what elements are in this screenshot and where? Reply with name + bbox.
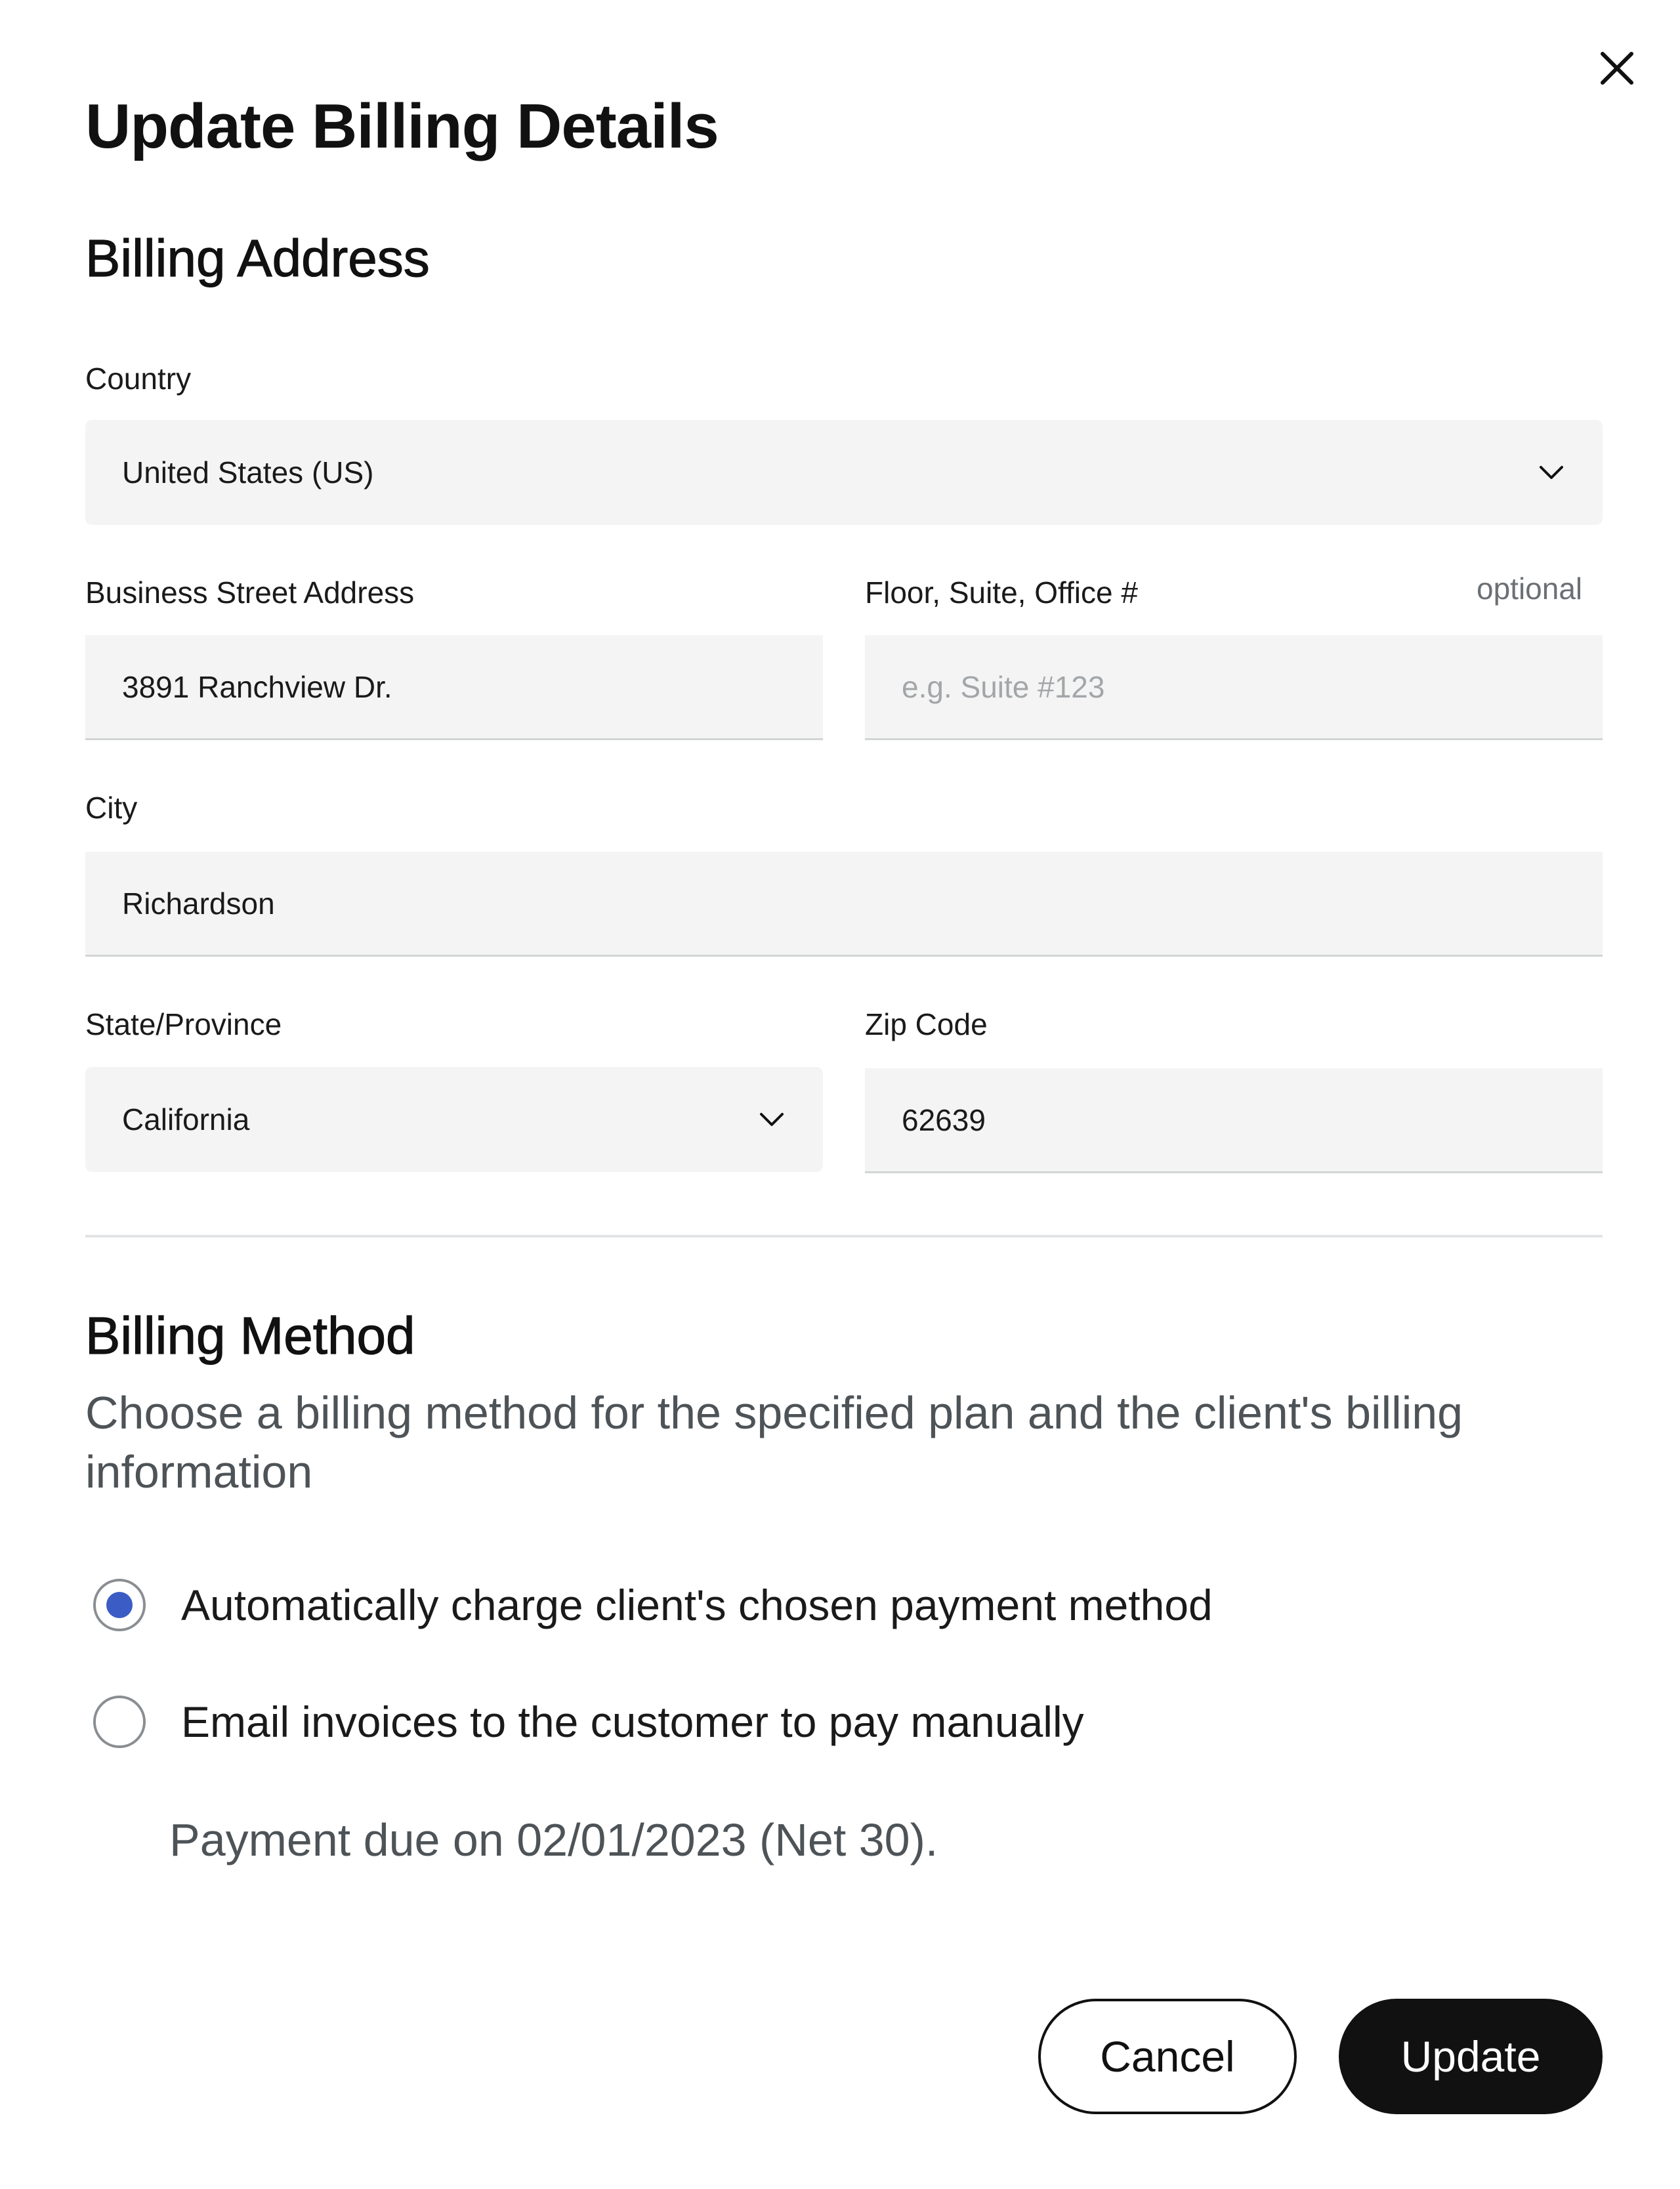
radio-button[interactable] [93,1696,146,1748]
zip-field[interactable] [865,1068,1603,1173]
radio-label: Automatically charge client's chosen payment method [181,1581,1213,1629]
suite-input[interactable] [902,669,1603,705]
city-field[interactable] [85,852,1603,957]
state-value: California [122,1102,250,1136]
street-label: Business Street Address [85,575,415,610]
close-button[interactable] [1596,47,1638,89]
radio-dot [106,1592,133,1618]
dialog-title: Update Billing Details [85,91,719,161]
chevron-down-icon [1537,458,1566,487]
city-input[interactable] [122,886,1603,921]
state-label: State/Province [85,1007,282,1041]
city-label: City [85,791,138,825]
chevron-down-icon [757,1105,786,1134]
radio-button-selected[interactable] [93,1579,146,1631]
country-value: United States (US) [122,455,374,490]
radio-option-auto-charge[interactable] [93,1579,1213,1631]
street-input[interactable] [122,669,823,705]
update-button[interactable]: Update [1339,1999,1603,2114]
country-label: Country [85,362,192,396]
billing-address-heading: Billing Address [85,229,430,287]
billing-method-heading: Billing Method [85,1306,415,1365]
close-icon [1596,47,1638,89]
suite-field[interactable] [865,635,1603,740]
country-select[interactable] [85,420,1603,525]
payment-due-note: Payment due on 02/01/2023 (Net 30). [169,1814,938,1866]
zip-input[interactable] [902,1102,1603,1138]
suite-label: Floor, Suite, Office # [865,575,1138,610]
state-select[interactable] [85,1067,823,1172]
billing-method-description: Choose a billing method for the specified plan and the client's billing information [85,1387,1463,1497]
cancel-button[interactable]: Cancel [1038,1999,1297,2114]
street-field[interactable] [85,635,823,740]
radio-label: Email invoices to the customer to pay manually [181,1698,1084,1746]
optional-label: optional [1477,572,1583,606]
radio-option-email-invoices[interactable] [93,1696,1084,1748]
zip-label: Zip Code [865,1007,988,1041]
section-divider [85,1235,1603,1238]
